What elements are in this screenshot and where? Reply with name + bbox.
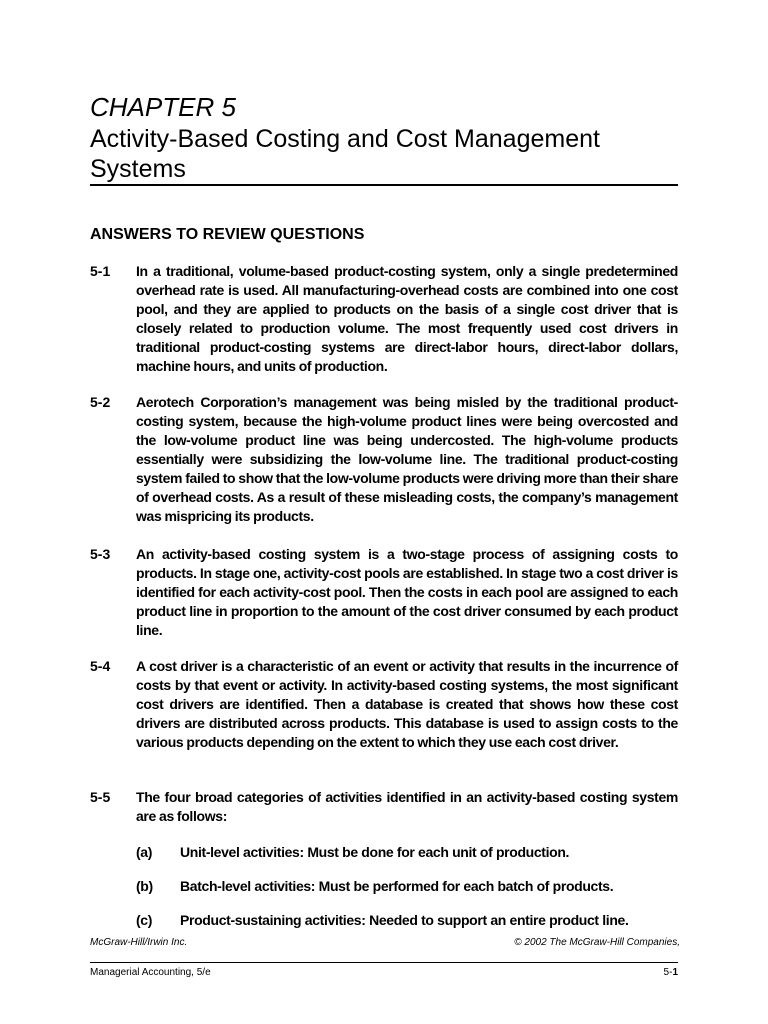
page-number: 1 [672, 967, 678, 978]
question-answer: A cost driver is a characteristic of an event or activity that results in the incurrence of costs by that event or activity. In activity-based costing systems, the most significant cost drivers are identified. Then a database is created that shows how these cost drivers are distributed across products. This database is used to assign costs to the various products depending on the extent to which they use each cost driver. [136, 658, 678, 750]
footer-book-title: Managerial Accounting, 5/e [90, 967, 211, 978]
question-number: 5-2 [90, 394, 111, 410]
footer-publisher: McGraw-Hill/Irwin Inc. [90, 937, 188, 948]
sub-item-text: Unit-level activities: Must be done for each unit of production. [180, 844, 570, 860]
question-answer: An activity-based costing system is a two-stage process of assigning costs to products. In stage one, activity-cost pools are established. In stage two a cost driver is identified for each activity-cost pool. Then the costs in each pool are assigned to each product line in proportion to the amount of the cost driver consumed by each product line. [136, 546, 678, 638]
sub-item-text: Batch-level activities: Must be performed for each batch of products. [180, 878, 614, 894]
question-answer: In a traditional, volume-based product-costing system, only a single predetermined overhead rate is used. All manufacturing-overhead costs are combined into one cost pool, and they are applied to products on the basis of a single cost driver that is closely related to production volume. The most frequently used cost drivers in traditional product-costing systems are direct-labor hours, direct-labor dollars, machine hours, and units of production. [136, 263, 678, 374]
sub-item-letter: (a) [136, 844, 153, 860]
question-answer: Aerotech Corporation’s management was being misled by the traditional product-costing system, because the high-volume product lines were being overcosted and the low-volume product line was being undercosted. The high-volume products essentially were subsidizing the low-volume line. The traditional product-costing system failed to show that the low-volume products were driving more than their share of overhead costs. As a result of these misleading costs, the company’s management was mispricing its products. [136, 394, 678, 524]
sub-item-letter: (b) [136, 878, 153, 894]
section-heading: ANSWERS TO REVIEW QUESTIONS [90, 226, 365, 243]
question-answer: The four broad categories of activities identified in an activity-based costing system are as follows: [136, 789, 678, 824]
footer-copyright: © 2002 The McGraw-Hill Companies, [514, 937, 680, 948]
chapter-label: CHAPTER 5 [90, 92, 236, 122]
title-divider [90, 184, 678, 186]
question-number: 5-5 [90, 789, 111, 805]
question-number: 5-4 [90, 658, 111, 674]
footer-page-number [600, 966, 678, 979]
sub-item-text: Product-sustaining activities: Needed to support an entire product line. [180, 912, 629, 928]
page-prefix: 5- [663, 967, 673, 978]
footer-divider [90, 962, 678, 963]
sub-item-letter: (c) [136, 912, 153, 928]
question-number: 5-3 [90, 546, 111, 562]
chapter-title: Activity-Based Costing and Cost Management Systems [90, 125, 600, 183]
question-number: 5-1 [90, 263, 111, 279]
